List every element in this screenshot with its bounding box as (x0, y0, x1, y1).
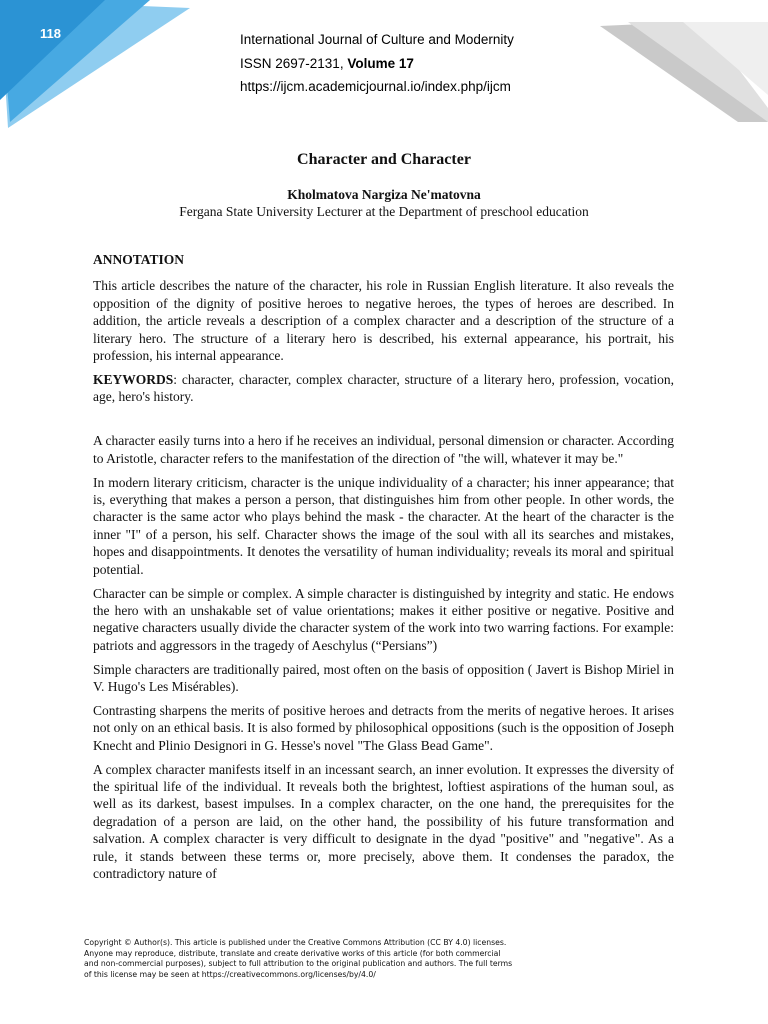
journal-issn-line (240, 55, 514, 79)
footer-line: of this license may be seen at https://creativecommons.org/licenses/by/4.0/ (84, 969, 376, 979)
annotation-text: This article describes the nature of the character, his role in Russian English literature. It also reveals the opposition of the dignity of positive heroes to negative heroes, the types of heroes are described. In addition, the article reveals a description of a complex character and a description of the structure of a literary hero. The structure of a literary hero is described, his external appearance, his portrait, his profession, his internal appearance. (93, 278, 674, 364)
keywords (93, 371, 674, 406)
footer-line: and non-commercial purposes), subject to full attribution to the original publication and authors. The full terms (84, 959, 513, 968)
copyright-footer (84, 938, 644, 980)
paragraph: Simple characters are traditionally paired, most often on the basis of opposition ( Javert is Bishop Miriel in V. Hugo's Les Misérables). (93, 661, 674, 695)
journal-name: International Journal of Culture and Modernity (240, 32, 514, 47)
annotation-heading: ANNOTATION (93, 252, 185, 267)
issn: ISSN 2697-2131, (240, 55, 344, 71)
article-body (93, 251, 674, 889)
author-affiliation: Fergana State University Lecturer at the Department of preschool education (179, 204, 589, 219)
header-corner-decoration-right (588, 0, 768, 130)
section-spacer (93, 412, 674, 432)
journal-url[interactable]: https://ijcm.academicjournal.io/index.php/ijcm (240, 79, 511, 94)
footer-line: Anyone may reproduce, distribute, translate and create derivative works of this article (for both commercial (84, 948, 501, 958)
page-number: 118 (40, 26, 61, 41)
paragraph: Contrasting sharpens the merits of positive heroes and detracts from the merits of negative heroes. It arises not only on an ethical basis. It is also formed by philosophical oppositions (such is the opposition of Joseph Knecht and Plinio Designori in G. Hesse's novel "The Glass Bead Game". (93, 702, 674, 753)
article-title: Character and Character (297, 151, 471, 168)
header-corner-decoration (0, 0, 200, 130)
journal-header (240, 31, 514, 102)
paragraph: A complex character manifests itself in an incessant search, an inner evolution. It expresses the diversity of the spiritual life of the individual. It reveals both the brightest, loftiest aspirations of the human soul, as well as its darkest, basest impulses. In a complex character, on the one hand, the prerequisites for the degradation of a person are laid, on the other hand, the possibility of his future transformation and salvation. A complex character is very difficult to designate in the dyad "positive" and "negative". As a rule, it stands between these terms or, more precisely, above them. It condenses the paradox, the contradictory nature of (93, 761, 674, 882)
keywords-text: : character, character, complex character, structure of a literary hero, profession, vocation, age, hero's history. (93, 371, 674, 405)
paragraph: Character can be simple or complex. A simple character is distinguished by integrity and static. He endows the hero with an unshakable set of value orientations; makes it either positive or negative. Positive and negative characters usually divide the character system of the work into two warring factions. For example: patriots and aggressors in the tragedy of Aeschylus (“Persians”) (93, 585, 674, 653)
article-author: Kholmatova Nargiza Ne'matovna (287, 187, 481, 202)
paragraph: In modern literary criticism, character is the unique individuality of a character; his inner appearance; that is, everything that makes a person a person, that distinguishes him from other people. In other words, the character is the same actor who plays behind the mask - the character. At the heart of the character is the inner "I" of a person, his self. Character shows the image of the soul with all its searches and mistakes, hopes and disappointments. It denotes the versatility of human individuality; reveals its moral and spiritual potential. (93, 474, 674, 577)
keywords-label: KEYWORDS (93, 371, 174, 387)
footer-line: Copyright © Author(s). This article is published under the Creative Commons Attribution (CC BY 4.0) licenses. (84, 938, 507, 947)
volume: Volume 17 (347, 55, 414, 71)
paragraph: A character easily turns into a hero if he receives an individual, personal dimension or character. According to Aristotle, character refers to the manifestation of the direction of "the will, whatever it may be." (93, 433, 674, 466)
